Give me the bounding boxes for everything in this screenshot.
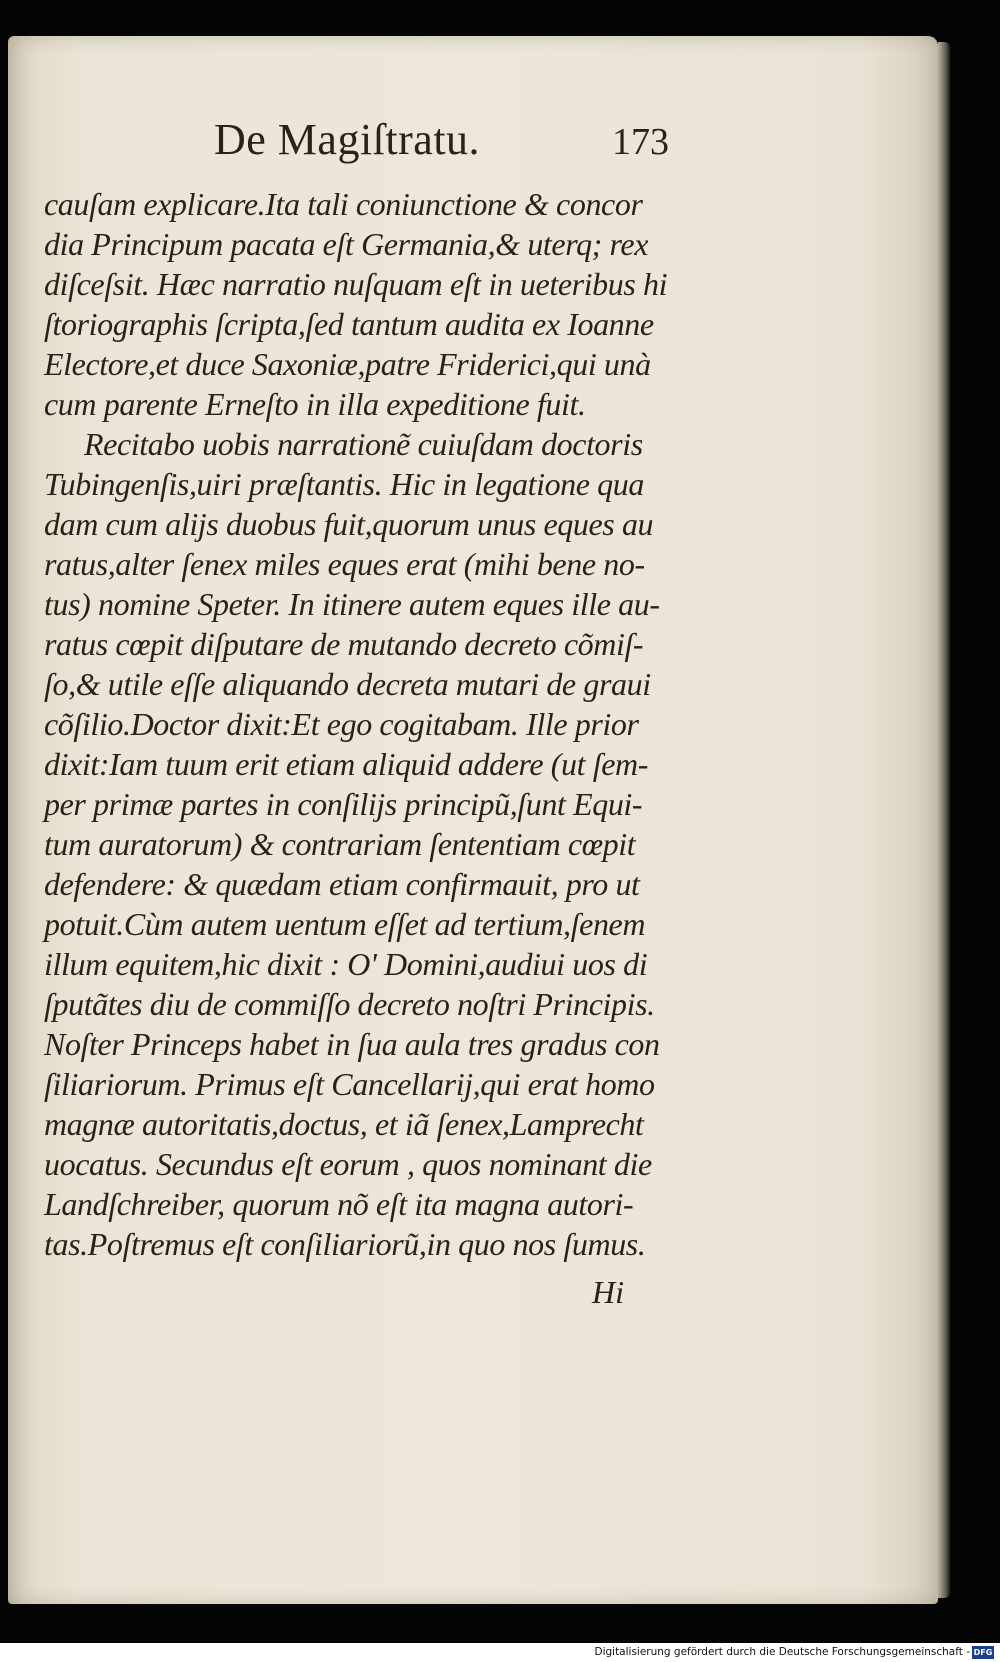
text-line: Recitabo uobis narrationẽ cuiuſdam doctoris [84,426,643,462]
text-line: ratus,alter ſenex miles eques erat (mihi bene no- [44,546,645,582]
text-line: cum parente Erneſto in illa expeditione fuit. [44,386,586,422]
text-line: per primæ partes in conſilijs principũ,ſunt Equi- [44,786,643,822]
text-line: tum auratorum) & contrariam ſententiam cœpit [44,826,636,862]
text-line: cauſam explicare.Ita tali coniunctione & concor [44,186,643,222]
running-head [8,114,938,174]
text-line: tas.Poſtremus eſt conſiliariorũ,in quo nos ſumus. [44,1226,646,1262]
text-line: ratus cœpit diſputare de mutando decreto cõmiſ- [44,626,644,662]
text-line: illum equitem,hic dixit : O' Domini,audiui uos di [44,946,648,982]
text-line: ſputãtes diu de commiſſo decreto noſtri Principis. [44,986,655,1022]
text-line: diſceſsit. Hæc narratio nuſquam eſt in ueteribus hi [44,266,668,302]
text-line: Electore,et duce Saxoniæ,patre Friderici,qui unà [44,346,651,382]
text-line: ſo,& utile eſſe aliquando decreta mutari de graui [44,666,651,702]
text-line: defendere: & quædam etiam confirmauit, pro ut [44,866,640,902]
page-number: 173 [612,121,669,163]
text-line: Noſter Princeps habet in ſua aula tres gradus con [44,1026,660,1062]
running-title: De Magiſtratu. [214,115,481,164]
text-line: dixit:Iam tuum erit etiam aliquid addere (ut ſem- [44,746,648,782]
text-line: magnæ autoritatis,doctus, et iã ſenex,Lamprecht [44,1106,644,1142]
page-edge [938,42,950,1598]
text-line: cõſilio.Doctor dixit:Et ego cogitabam. Ille prior [44,706,639,742]
text-line: tus) nomine Speter. In itinere autem eques ille au- [44,586,660,622]
book-page [8,36,938,1604]
text-line: Landſchreiber, quorum nõ eſt ita magna autori- [44,1186,634,1222]
text-line: ſiliariorum. Primus eſt Cancellarij,qui erat homo [44,1066,655,1102]
text-line: dia Principum pacata eſt Germania,& uterq; rex [44,226,649,262]
text-line: potuit.Cùm autem uentum eſſet ad tertium,ſenem [44,906,646,942]
text-line: Tubingenſis,uiri præſtantis. Hic in legatione qua [44,466,644,502]
text-line: dam cum alijs duobus fuit,quorum unus eques au [44,506,654,542]
dfg-logo[interactable]: DFG [973,1648,993,1657]
funding-credit: Digitalisierung gefördert durch die Deutsche Forschungsgemeinschaft - [594,1646,970,1658]
body-text [44,184,684,1264]
catchword: Hi [592,1274,624,1310]
text-line: ſtoriographis ſcripta,ſed tantum audita ex Ioanne [44,306,654,342]
digitization-footer [0,1643,1000,1662]
text-line: uocatus. Secundus eſt eorum , quos nominant die [44,1146,652,1182]
